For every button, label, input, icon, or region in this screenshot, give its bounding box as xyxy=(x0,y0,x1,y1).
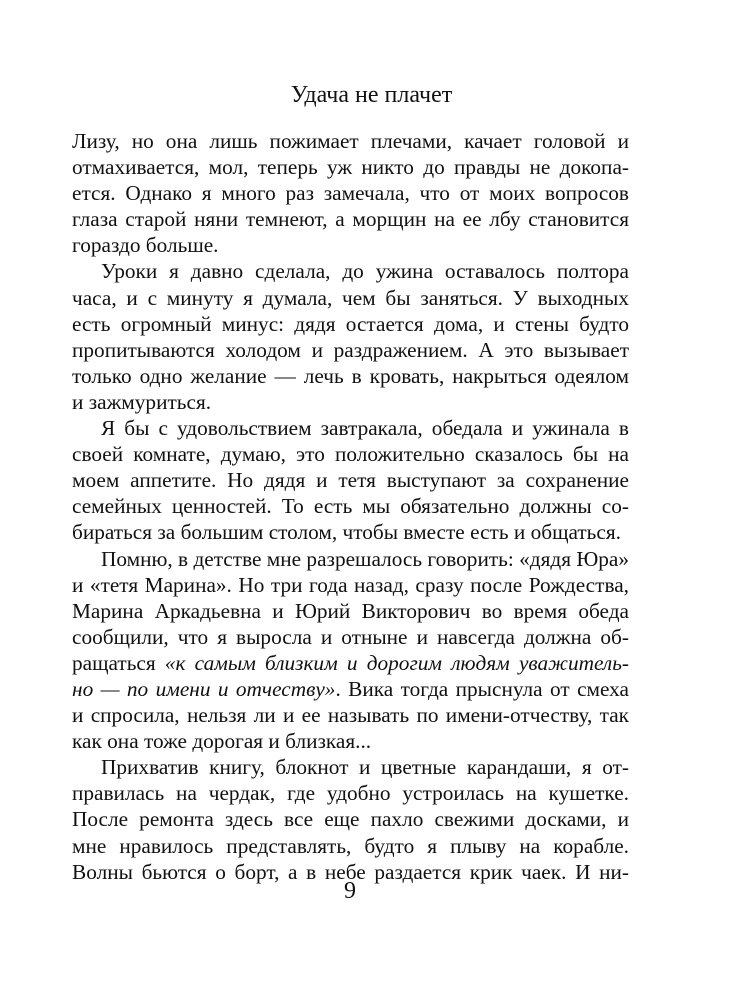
text-line: бираться за большим столом, чтобы вместе есть и общаться. xyxy=(72,520,621,545)
text-line: семейных ценностей. То есть мы обязательно должны со- xyxy=(72,494,629,519)
italic-quote: «к самым близким и дорогим людям уважитель- xyxy=(164,650,629,675)
text-line: Прихватив книгу, блокнот и цветные карандаши, я от- xyxy=(101,755,629,780)
text-line xyxy=(72,650,629,676)
text-line xyxy=(72,676,629,702)
text-line: часа, и с минуту я думала, чем бы заняться. У выходных xyxy=(72,285,629,310)
text-line: Волны бьются о борт, а в небе раздается крик чаек. И ни- xyxy=(72,859,629,884)
text-line: После ремонта здесь все еще пахло свежими досками, и xyxy=(72,807,629,832)
running-title: Удача не плачет xyxy=(290,82,453,108)
text-line: глаза старой няни темнеют, а морщин на ее лбу становится xyxy=(72,207,629,232)
text-line: своей комнате, думаю, это положительно сказалось бы на xyxy=(72,442,629,467)
italic-quote: но — по имени и отчеству» xyxy=(72,676,336,701)
text-line: правилась на чердак, где удобно устроилась на кушетке. xyxy=(72,781,629,806)
text-run: . Вика тогда прыснула от смеха xyxy=(335,676,629,701)
text-line: есть огромный минус: дядя остается дома, и стены будто xyxy=(72,311,629,336)
text-line: моем аппетите. Но дядя и тетя выступают за сохранение xyxy=(72,468,629,493)
text-line: сообщили, что я выросла и отныне и навсегда должна об- xyxy=(72,624,629,649)
body-text xyxy=(72,128,629,885)
text-line: как она тоже дорогая и близкая... xyxy=(72,729,372,754)
text-line: отмахивается, мол, теперь уж никто до правды не докопа- xyxy=(72,155,629,180)
text-line: ется. Однако я много раз замечала, что от моих вопросов xyxy=(72,181,629,206)
text-line: пропитываются холодом и раздражением. А это вызывает xyxy=(72,337,629,362)
text-line: мне нравилось представлять, будто я плыву на корабле. xyxy=(72,833,629,858)
text-line: Помню, в детстве мне разрешалось говорить: «дядя Юра» xyxy=(101,546,629,571)
text-run: ращаться xyxy=(72,650,165,675)
text-line: и зажмуриться. xyxy=(72,389,212,414)
text-line: и спросила, нельзя ли и ее называть по имени-отчеству, так xyxy=(72,703,629,728)
text-line: Марина Аркадьевна и Юрий Викторович во время обеда xyxy=(72,598,629,623)
text-line: Уроки я давно сделала, до ужина оставалось полтора xyxy=(101,259,629,284)
text-line: и «тетя Марина». Но три года назад, сразу после Рождества, xyxy=(72,572,629,597)
text-line: только одно желание — лечь в кровать, накрыться одеялом xyxy=(72,363,629,388)
text-line: Лизу, но она лишь пожимает плечами, качает головой и xyxy=(72,129,629,153)
text-line: Я бы с удовольствием завтракала, обедала и ужинала в xyxy=(101,416,629,441)
page-number: 9 xyxy=(344,878,356,904)
text-line: гораздо больше. xyxy=(72,233,219,258)
